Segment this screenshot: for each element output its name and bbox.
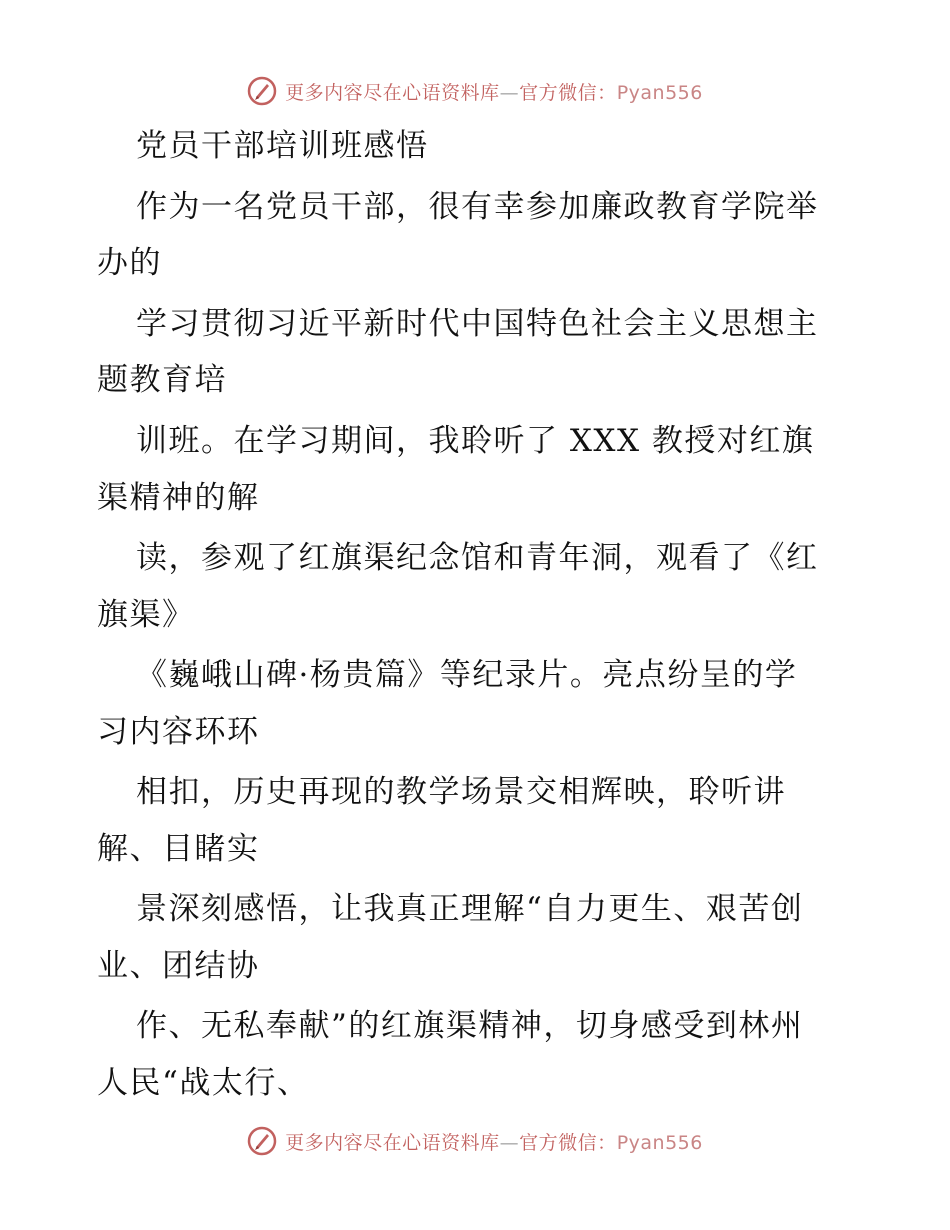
watermark-brand: 更多内容尽在心语资料库 [285, 1131, 500, 1154]
paragraph-line: 《巍峨山碑·杨贵篇》等纪录片。亮点纷呈的学 [136, 657, 798, 693]
paragraph-line: 作为一名党员干部，很有幸参加廉政教育学院举 [136, 189, 819, 225]
paragraph-line: 旗渠》 [97, 597, 195, 633]
paragraph-line: 景深刻感悟，让我真正理解“自力更生、艰苦创 [136, 891, 804, 927]
watermark-brand: 更多内容尽在心语资料库 [285, 81, 500, 104]
paragraph-line: 渠精神的解 [97, 480, 260, 516]
watermark-text [285, 1128, 703, 1155]
quill-pen-logo-icon [247, 1126, 277, 1156]
watermark-separator: — [499, 81, 520, 104]
watermark-wechat-label: 官方微信： [519, 1131, 617, 1154]
paragraph-line: 习内容环环 [97, 714, 260, 750]
watermark-separator: — [499, 1131, 520, 1154]
watermark-wechat-label: 官方微信： [519, 81, 617, 104]
paragraph-line: 解、目睹实 [97, 831, 260, 867]
paragraph-line: 业、团结协 [97, 948, 260, 984]
paragraph-line: 题教育培 [97, 362, 227, 398]
paragraph-line: 训班。在学习期间，我聆听了 XXX 教授对红旗 [136, 423, 815, 459]
paragraph-line: 学习贯彻习近平新时代中国特色社会主义思想主 [136, 306, 819, 342]
paragraph-line: 作、无私奉献”的红旗渠精神，切身感受到林州 [136, 1008, 804, 1044]
watermark-wechat-id: Pyan556 [616, 1131, 703, 1154]
document-title: 党员干部培训班感悟 [136, 128, 429, 164]
paragraph-line: 读，参观了红旗渠纪念馆和青年洞，观看了《红 [136, 540, 819, 576]
footer-watermark [0, 1121, 950, 1161]
watermark-wechat-id: Pyan556 [616, 81, 703, 104]
paragraph-line: 人民“战太行、 [97, 1065, 310, 1101]
paragraph-line: 办的 [97, 245, 162, 281]
paragraph-line: 相扣，历史再现的教学场景交相辉映，聆听讲 [136, 774, 786, 810]
